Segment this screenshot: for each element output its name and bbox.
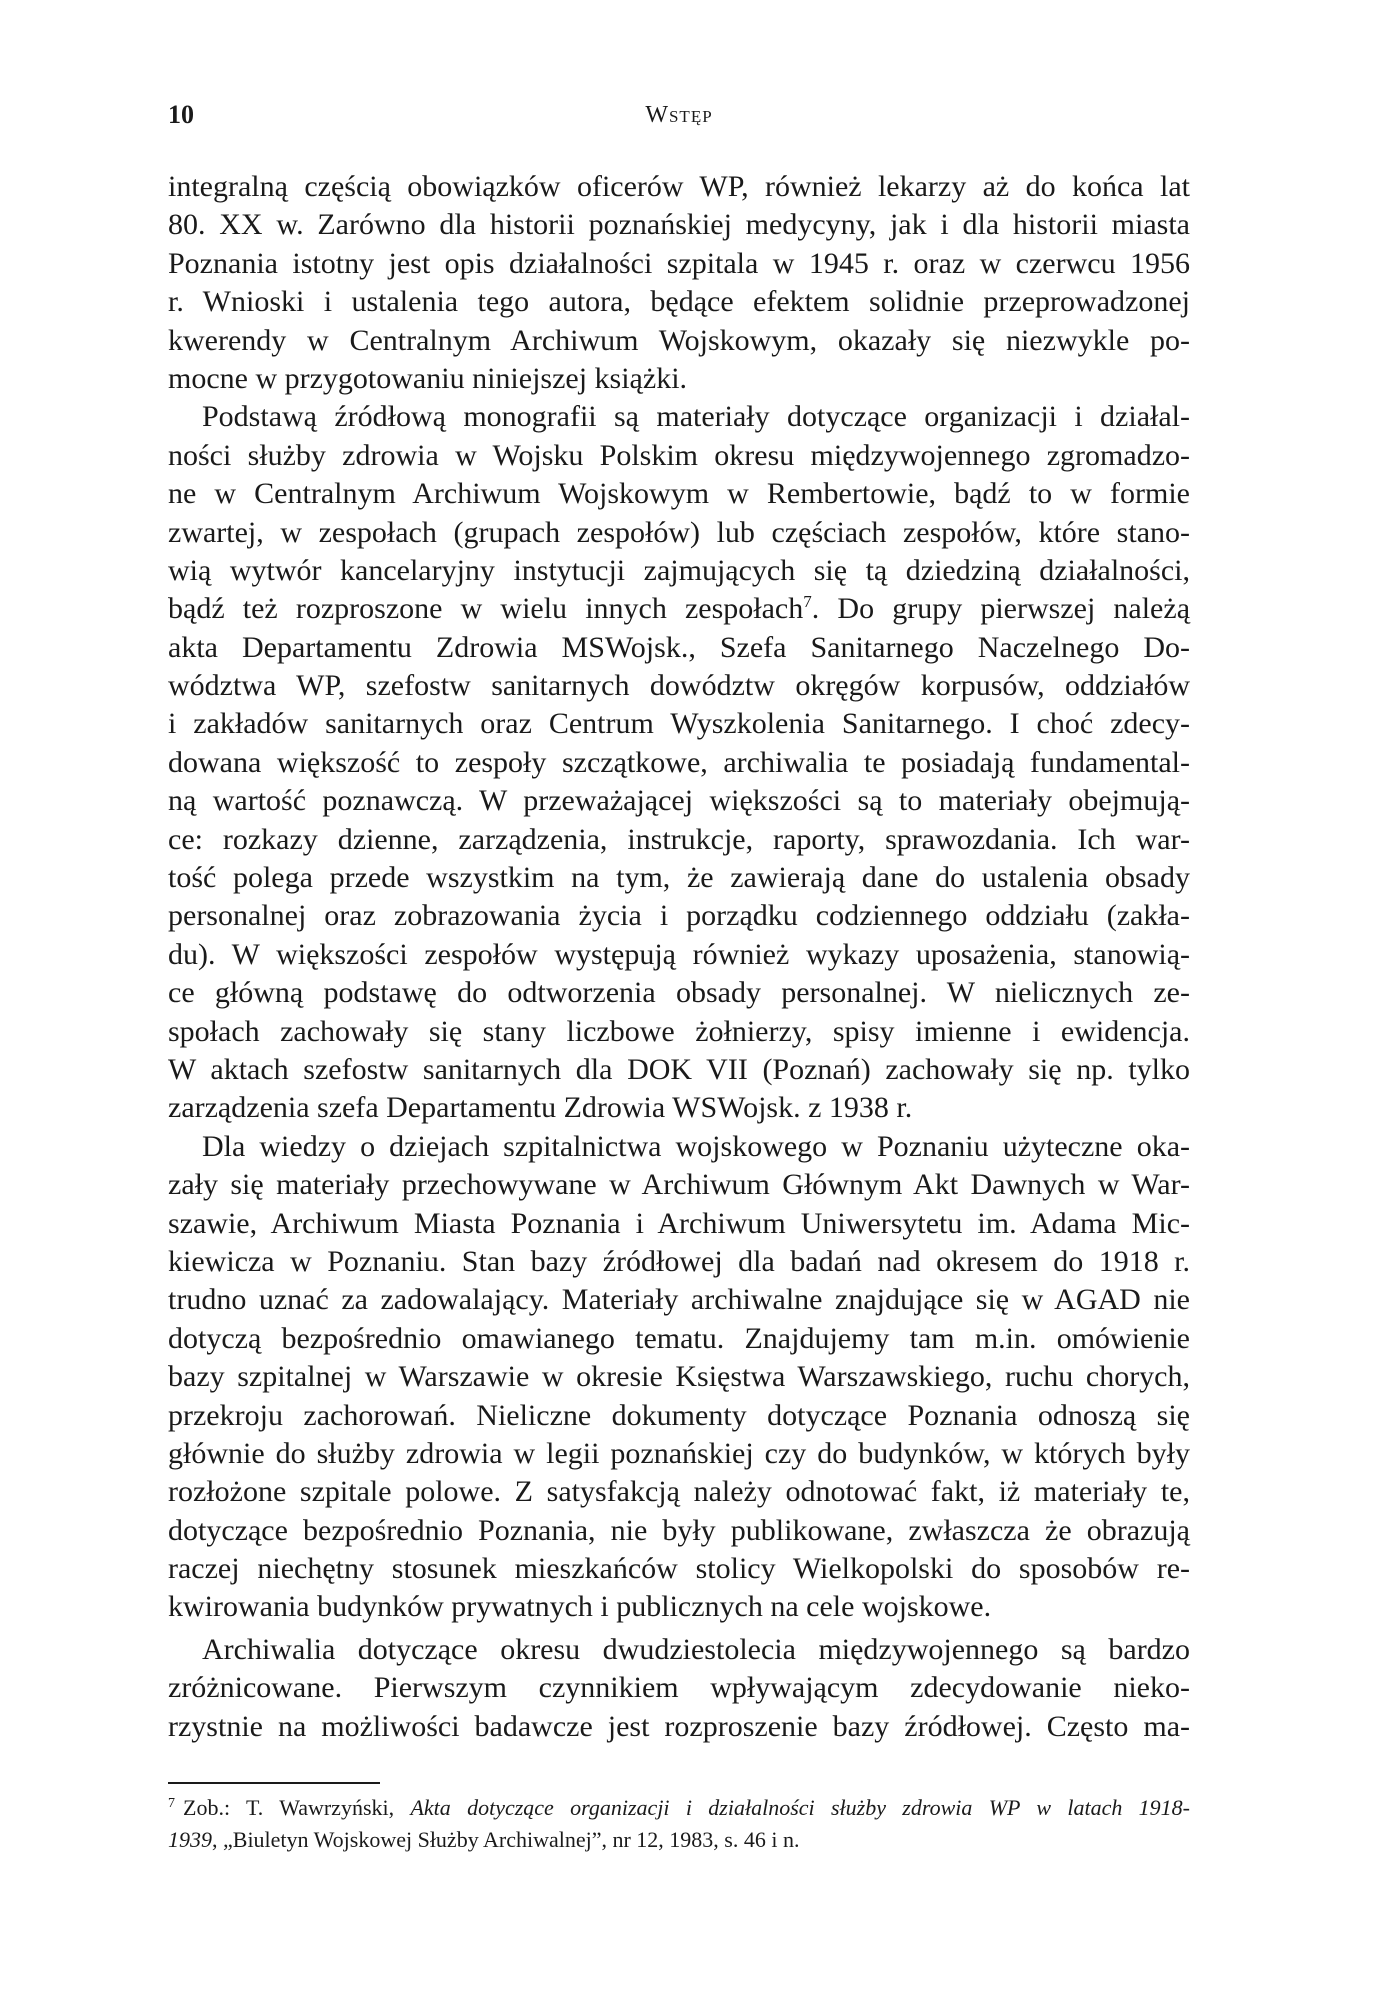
- text-line: ną wartość poznawczą. W przeważającej większości są to materiały obejmują-: [168, 784, 1190, 818]
- text-line: ne w Centralnym Archiwum Wojskowym w Rembertowie, bądź to w formie: [168, 477, 1190, 511]
- text-line: zały się materiały przechowywane w Archiwum Głównym Akt Dawnych w War-: [168, 1168, 1190, 1202]
- footnote-separator: [168, 1782, 380, 1784]
- text-line: szawie, Archiwum Miasta Poznania i Archiwum Uniwersytetu im. Adama Mic-: [168, 1206, 1190, 1240]
- text-line: raczej niechętny stosunek mieszkańców stolicy Wielkopolski do sposobów re-: [168, 1552, 1190, 1586]
- text-line: du). W większości zespołów występują również wykazy uposażenia, stanowią-: [168, 937, 1190, 971]
- text-line: wią wytwór kancelaryjny instytucji zajmujących się tą dziedziną działalności,: [168, 553, 1190, 587]
- body-text: [168, 168, 1190, 1746]
- text-line: personalnej oraz zobrazowania życia i porządku codziennego oddziału (zakła-: [168, 899, 1190, 933]
- text-line: Archiwalia dotyczące okresu dwudziestolecia międzywojennego są bardzo: [202, 1632, 1190, 1666]
- text-line: i zakładów sanitarnych oraz Centrum Wyszkolenia Sanitarnego. I choć zdecy-: [168, 707, 1190, 741]
- text-line: głównie do służby zdrowia w legii poznańskiej czy do budynków, w których były: [168, 1436, 1190, 1470]
- footnote-text: Zob.: T. Wawrzyński,: [183, 1795, 411, 1820]
- text-line: ce: rozkazy dzienne, zarządzenia, instrukcje, raporty, sprawozdania. Ich war-: [168, 822, 1190, 856]
- footnote-title: 1939: [168, 1827, 212, 1852]
- text-fragment: bądź też rozproszone w wielu innych zespołach: [168, 592, 804, 626]
- footnote-text: , „Biuletyn Wojskowej Służby Archiwalnej”, nr 12, 1983, s. 46 i n.: [212, 1827, 800, 1852]
- text-line: dotyczące bezpośrednio Poznania, nie były publikowane, zwłaszcza że obrazują: [168, 1513, 1190, 1547]
- text-line: Dla wiedzy o dziejach szpitalnictwa wojskowego w Poznaniu użyteczne oka-: [202, 1129, 1190, 1163]
- page-number: 10: [168, 100, 194, 129]
- text-line: zwartej, w zespołach (grupach zespołów) lub częściach zespołów, które stano-: [168, 515, 1190, 549]
- text-line: społach zachowały się stany liczbowe żołnierzy, spisy imienne i ewidencja.: [168, 1014, 1190, 1048]
- footnote-line: [168, 1792, 1190, 1824]
- text-line: dotyczą bezpośrednio omawianego tematu. Znajdujemy tam m.in. omówienie: [168, 1321, 1190, 1355]
- text-line: rozłożone szpitale polowe. Z satysfakcją należy odnotować fakt, iż materiały te,: [168, 1475, 1190, 1509]
- text-line: bazy szpitalnej w Warszawie w okresie Księstwa Warszawskiego, ruchu chorych,: [168, 1360, 1190, 1394]
- text-line: trudno uznać za zadowalający. Materiały archiwalne znajdujące się w AGAD nie: [168, 1283, 1190, 1317]
- footnote-line: [168, 1824, 1190, 1856]
- text-line: kiewicza w Poznaniu. Stan bazy źródłowej dla badań nad okresem do 1918 r.: [168, 1244, 1190, 1278]
- text-line: tość polega przede wszystkim na tym, że zawierają dane do ustalenia obsady: [168, 861, 1190, 895]
- text-line: zarządzenia szefa Departamentu Zdrowia WSWojsk. z 1938 r.: [168, 1091, 913, 1125]
- text-line: Poznania istotny jest opis działalności szpitala w 1945 r. oraz w czerwcu 1956: [168, 246, 1190, 280]
- footnotes: [168, 1792, 1190, 1856]
- text-fragment: . Do grupy pierwszej należą: [811, 592, 1191, 626]
- running-head: Wstęp: [645, 102, 713, 128]
- footnote-mark: 7: [168, 1795, 175, 1811]
- text-line: r. Wnioski i ustalenia tego autora, będące efektem solidnie przeprowadzonej: [168, 285, 1190, 319]
- text-line: dowana większość to zespoły szczątkowe, archiwalia te posiadają fundamental-: [168, 745, 1190, 779]
- text-line: 80. XX w. Zarówno dla historii poznańskiej medycyny, jak i dla historii miasta: [168, 208, 1190, 242]
- text-line: [168, 590, 1190, 628]
- text-line: ce główną podstawę do odtworzenia obsady personalnej. W nielicznych ze-: [168, 976, 1190, 1010]
- text-line: rzystnie na możliwości badawcze jest rozproszenie bazy źródłowej. Często ma-: [168, 1709, 1190, 1743]
- text-line: wództwa WP, szefostw sanitarnych dowództw okręgów korpusów, oddziałów: [168, 669, 1190, 703]
- text-line: W aktach szefostw sanitarnych dla DOK VII (Poznań) zachowały się np. tylko: [168, 1052, 1190, 1086]
- footnote-reference: 7: [803, 592, 812, 612]
- text-line: Podstawą źródłową monografii są materiały dotyczące organizacji i działal-: [202, 400, 1190, 434]
- text-line: przekroju zachorowań. Nieliczne dokumenty dotyczące Poznania odnoszą się: [168, 1398, 1190, 1432]
- text-line: integralną częścią obowiązków oficerów WP, również lekarzy aż do końca lat: [168, 170, 1190, 203]
- text-line: ności służby zdrowia w Wojsku Polskim okresu międzywojennego zgromadzo-: [168, 438, 1190, 472]
- page-header: [168, 100, 1190, 140]
- text-line: akta Departamentu Zdrowia MSWojsk., Szefa Sanitarnego Naczelnego Do-: [168, 630, 1190, 664]
- footnote-title: Akta dotyczące organizacji i działalności służby zdrowia WP w latach 1918-: [410, 1795, 1191, 1820]
- text-line: kwirowania budynków prywatnych i publicznych na cele wojskowe.: [168, 1590, 992, 1624]
- text-line: kwerendy w Centralnym Archiwum Wojskowym, okazały się niezwykle po-: [168, 323, 1190, 357]
- text-line: mocne w przygotowaniu niniejszej książki.: [168, 361, 688, 395]
- text-line: zróżnicowane. Pierwszym czynnikiem wpływającym zdecydowanie nieko-: [168, 1671, 1190, 1705]
